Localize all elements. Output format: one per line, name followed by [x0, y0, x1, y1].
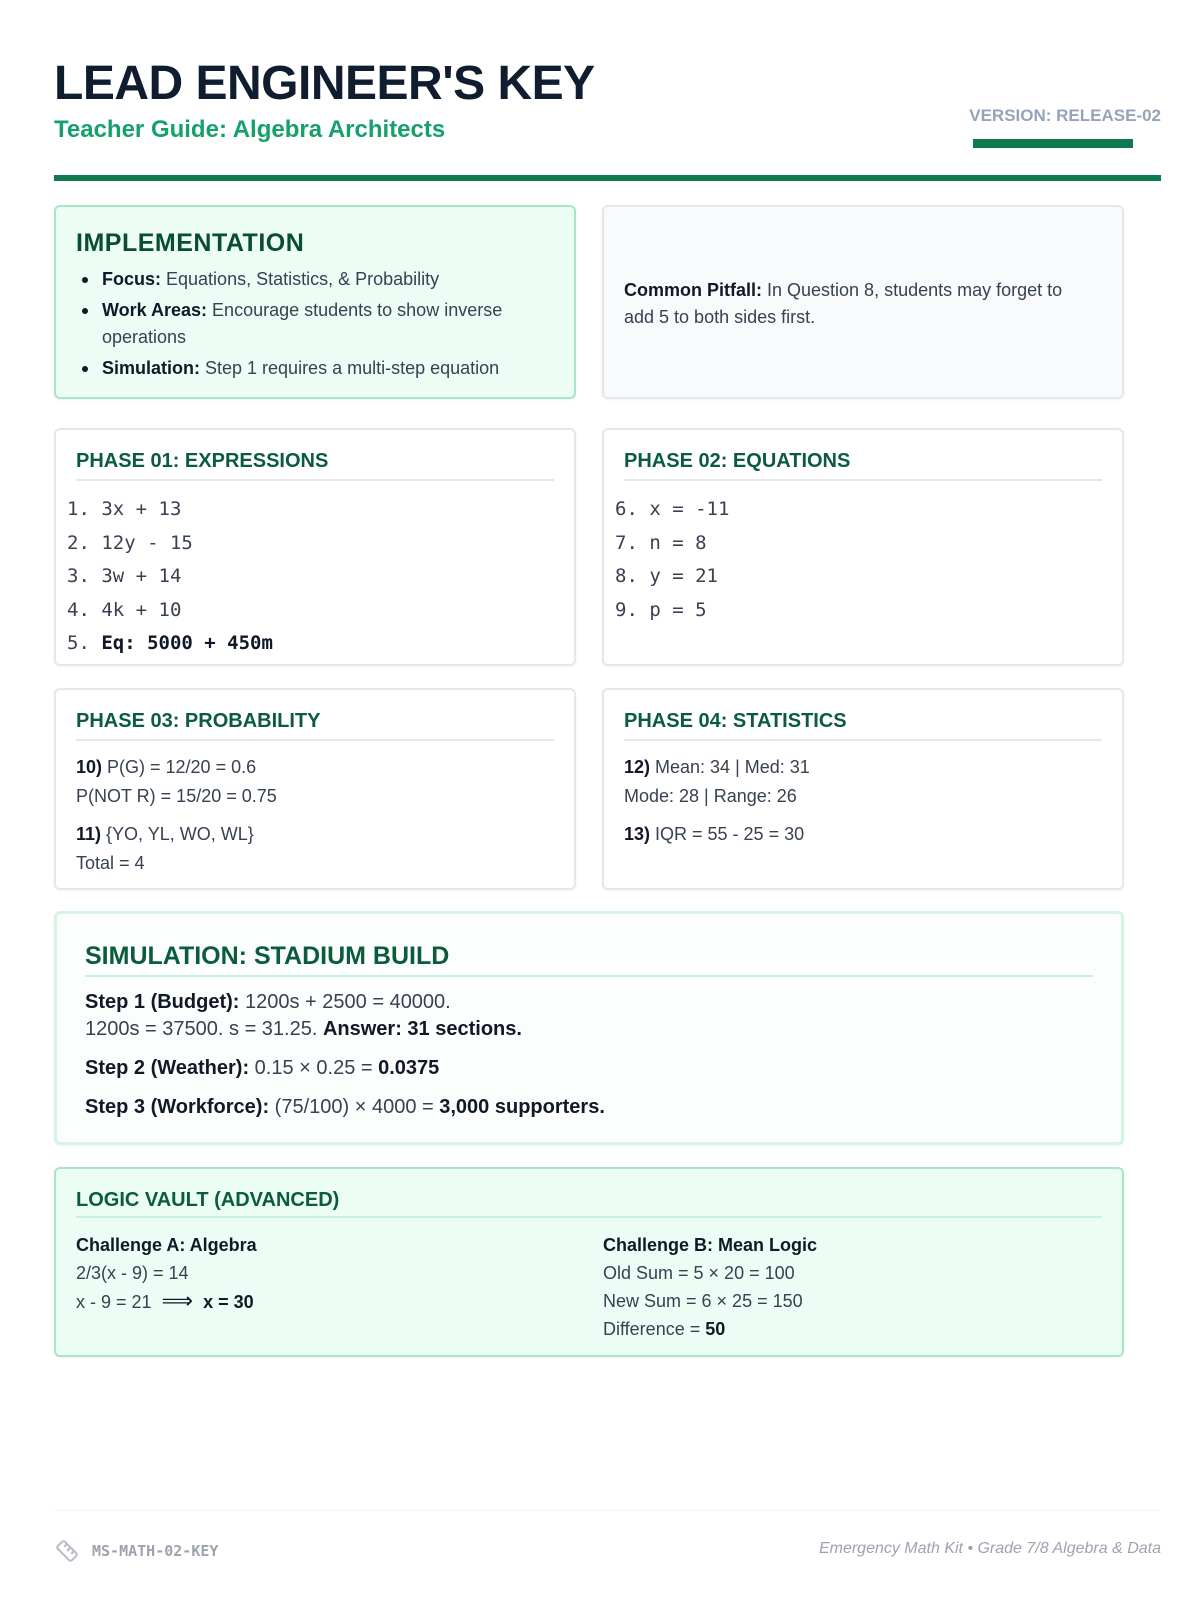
- answer-line: Mean: 34 | Med: 31: [650, 757, 810, 777]
- implementation-card: [54, 205, 576, 399]
- answer-line: {YO, YL, WO, WL}: [101, 824, 254, 844]
- header: [54, 56, 1161, 180]
- phase-04-card: [602, 688, 1124, 890]
- phase-02-answers: [615, 493, 1122, 627]
- phase-01-title: PHASE 01: EXPRESSIONS: [76, 450, 554, 481]
- ruler-icon: [54, 1538, 80, 1564]
- phase-02-title: PHASE 02: EQUATIONS: [624, 450, 1102, 481]
- list-item: 8. y = 21: [615, 565, 718, 587]
- list-item: [82, 266, 554, 293]
- question-number: 13): [624, 824, 651, 844]
- item-number: 5.: [67, 632, 102, 654]
- version-label: VERSION: RELEASE-02: [969, 106, 1161, 125]
- document-code: MS-MATH-02-KEY: [92, 1542, 219, 1560]
- list-item: [82, 355, 554, 382]
- question-12-answer: [624, 753, 1102, 810]
- question-11-answer: [76, 820, 554, 877]
- list-item: 3. 3w + 14: [67, 565, 182, 587]
- phase-01-answers: [67, 493, 574, 661]
- simulation-step-2: [85, 1055, 1093, 1082]
- item-text: Eq: 5000 + 450m: [101, 632, 273, 654]
- equation-text: x - 9 = 21: [76, 1292, 152, 1312]
- list-item: 9. p = 5: [615, 598, 707, 621]
- challenge-b-line-1: Old Sum = 5 × 20 = 100: [603, 1263, 795, 1283]
- challenge-b-line-2: New Sum = 6 × 25 = 150: [603, 1291, 803, 1311]
- footer-code: [54, 1538, 218, 1564]
- pitfall-note: [624, 277, 1094, 331]
- implies-arrow-icon: ⟹: [161, 1288, 194, 1313]
- implementation-title: IMPLEMENTATION: [76, 229, 305, 257]
- list-item: [82, 297, 554, 351]
- logic-vault-title: LOGIC VAULT (ADVANCED): [76, 1189, 1102, 1218]
- step-label: Step 1 (Budget):: [85, 991, 240, 1013]
- step-text: 0.15 × 0.25 =: [249, 1057, 379, 1079]
- list-item: 4. 4k + 10: [67, 598, 182, 621]
- item-label: Simulation:: [102, 358, 200, 378]
- challenge-b-title: Challenge B: Mean Logic: [603, 1235, 818, 1255]
- simulation-card: [54, 911, 1124, 1145]
- question-number: 12): [624, 757, 651, 777]
- page-subtitle: Teacher Guide: Algebra Architects: [54, 116, 446, 143]
- item-label: Focus:: [102, 269, 162, 289]
- step-text: (75/100) × 4000 =: [269, 1096, 440, 1118]
- phase-04-title: PHASE 04: STATISTICS: [624, 710, 1102, 741]
- challenge-b: [603, 1231, 817, 1343]
- simulation-step-1: [85, 989, 1093, 1043]
- challenge-a-title: Challenge A: Algebra: [76, 1235, 257, 1255]
- challenge-a-line-2: [76, 1287, 257, 1316]
- step-label: Step 2 (Weather):: [85, 1057, 250, 1079]
- pitfall-text: In Question 8, students may forget to add 5 to both sides first.: [624, 280, 1063, 327]
- step-answer: 3,000 supporters.: [439, 1096, 605, 1118]
- header-divider: [54, 175, 1161, 181]
- list-item: [67, 627, 574, 661]
- phase-02-card: [602, 428, 1124, 666]
- list-item: 7. n = 8: [615, 531, 707, 554]
- phase-01-card: [54, 428, 576, 666]
- challenge-a-answer: x = 30: [203, 1292, 254, 1312]
- page-title: LEAD ENGINEER'S KEY: [54, 57, 595, 110]
- equation-text: Difference =: [603, 1319, 706, 1339]
- version-underline: [973, 139, 1133, 148]
- question-13-answer: [624, 820, 1102, 849]
- step-text: 1200s = 37500. s = 31.25.: [85, 1018, 323, 1040]
- answer-line: P(NOT R) = 15/20 = 0.75: [76, 785, 277, 806]
- footer-divider: [54, 1510, 1161, 1511]
- answer-line: Mode: 28 | Range: 26: [624, 785, 797, 806]
- answer-line: Total = 4: [76, 852, 145, 873]
- list-item: 6. x = -11: [615, 498, 730, 520]
- list-item: 1. 3x + 13: [67, 498, 182, 520]
- answer-line: IQR = 55 - 25 = 30: [650, 824, 805, 844]
- logic-vault-card: [54, 1167, 1124, 1357]
- step-answer: Answer: 31 sections.: [322, 1018, 522, 1040]
- step-answer: 0.0375: [378, 1057, 440, 1079]
- phase-03-card: [54, 688, 576, 890]
- simulation-step-3: [85, 1094, 1093, 1121]
- simulation-title: SIMULATION: STADIUM BUILD: [85, 942, 1093, 977]
- step-text: 1200s + 2500 = 40000.: [239, 991, 451, 1013]
- question-number: 10): [76, 757, 103, 777]
- question-10-answer: [76, 753, 554, 810]
- implementation-list: [82, 266, 554, 382]
- question-number: 11): [76, 824, 102, 844]
- challenge-a-line-1: 2/3(x - 9) = 14: [76, 1263, 189, 1283]
- footer-meta: Emergency Math Kit • Grade 7/8 Algebra & Data: [818, 1540, 1161, 1557]
- item-text: Step 1 requires a multi-step equation: [200, 358, 500, 378]
- pitfall-label: Common Pitfall:: [624, 280, 762, 300]
- step-label: Step 3 (Workforce):: [85, 1096, 270, 1118]
- item-label: Work Areas:: [102, 300, 208, 320]
- item-text: Equations, Statistics, & Probability: [161, 269, 440, 289]
- challenge-b-line-3: [603, 1315, 817, 1343]
- list-item: 2. 12y - 15: [67, 531, 193, 554]
- challenge-b-answer: 50: [705, 1319, 726, 1339]
- answer-line: P(G) = 12/20 = 0.6: [102, 757, 257, 777]
- challenge-a: [76, 1231, 257, 1316]
- pitfall-card: [602, 205, 1124, 399]
- phase-03-title: PHASE 03: PROBABILITY: [76, 710, 554, 741]
- item-text: Encourage students to show inverse operations: [102, 300, 503, 347]
